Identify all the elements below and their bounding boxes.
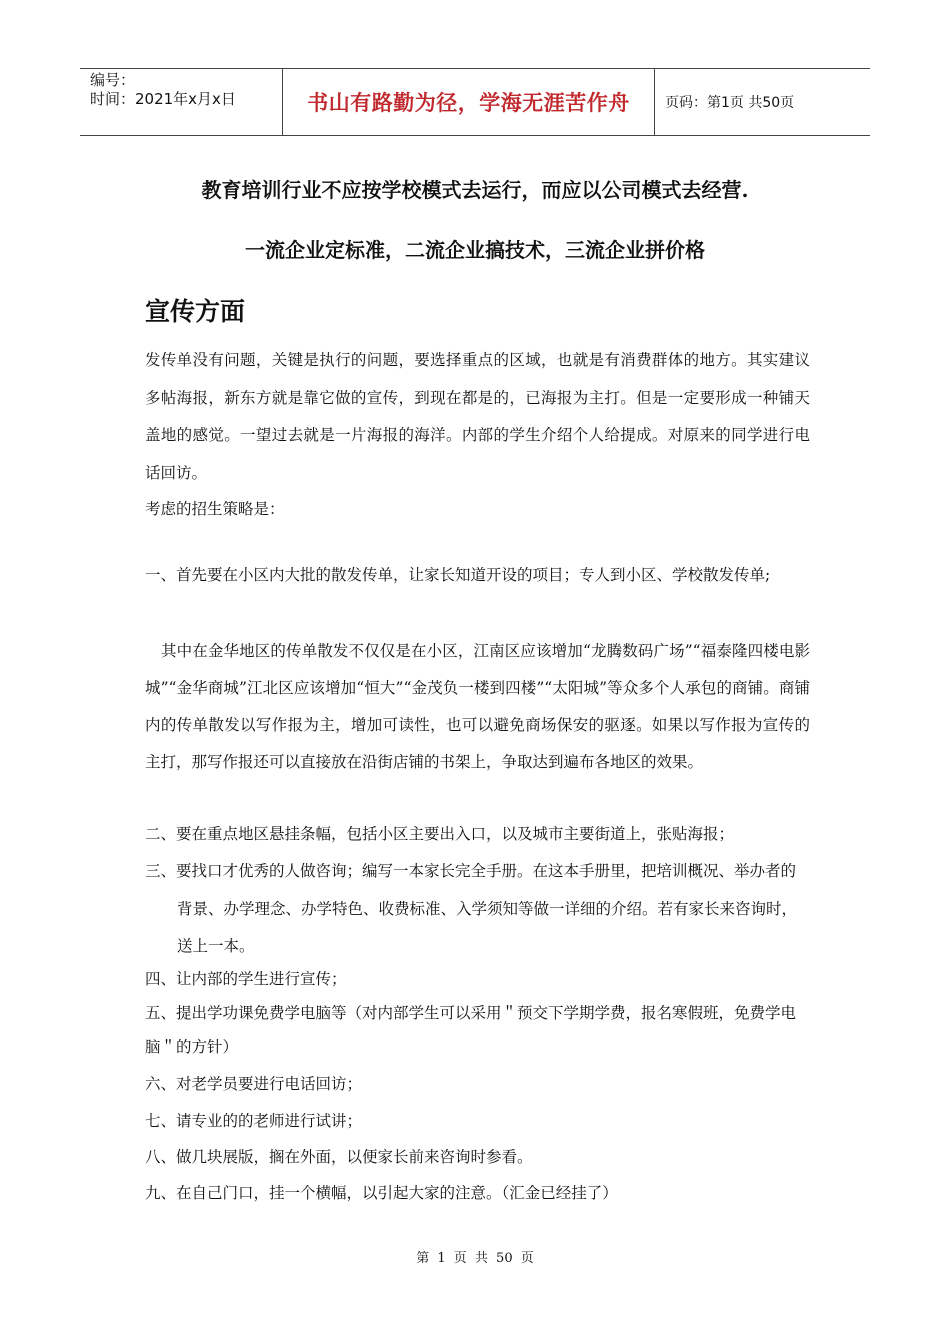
intro-paragraph: 发传单没有问题，关键是执行的问题，要选择重点的区域，也就是有消费群体的地方。其实建议多帖海报，新东方就是靠它做的宣传，到现在都是的，已海报为主打。但是一定要形成一种铺天盖地的感觉。一望过去就是一片海报的海洋。内部的学生介绍个人给提成。对原来的同学进行电话回访。 — [145, 351, 810, 482]
header-motto-cell — [282, 69, 655, 135]
document-header — [80, 68, 870, 136]
document-title-line-1: 教育培训行业不应按学校模式去运行，而应以公司模式去经营. — [201, 178, 749, 202]
section-heading: 宣传方面 — [145, 297, 246, 326]
strategy-item-2: 二、要在重点地区悬挂条幅，包括小区主要出入口，以及城市主要街道上，张贴海报； — [145, 825, 735, 843]
strategy-label: 考虑的招生策略是： — [145, 500, 285, 518]
strategy-item-5: 五、提出学功课免费学电脑等（对内部学生可以采用＂预交下学期学费，报名寒假班，免费学电脑＂的方针） — [145, 1004, 797, 1056]
strategy-item-4: 四、让内部的学生进行宣传； — [145, 970, 347, 988]
strategy-item-8: 八、做几块展版，搁在外面，以便家长前来咨询时参看。 — [145, 1148, 533, 1166]
header-meta — [80, 69, 282, 135]
strategy-item-1-detail: 其中在金华地区的传单散发不仅仅是在小区，江南区应该增加“龙腾数码广场”“福泰隆四楼电影城”“金华商城”江北区应该增加“恒大”“金茂负一楼到四楼”“太阳城”等众多个人承包的商铺。商铺内的传单散发以写作报为主，增加可读性，也可以避免商场保安的驱逐。如果以写作报为宣传的主打，那写作报还可以直接放在沿街店铺的书架上，争取达到遍布各地区的效果。 — [145, 642, 810, 771]
strategy-item-1: 一、首先要在小区内大批的散发传单，让家长知道开设的项目；专人到小区、学校散发传单; — [145, 566, 771, 584]
strategy-item-7: 七、请专业的的老师进行试讲； — [145, 1112, 363, 1130]
document-date: 时间：2021年x月x日 — [90, 90, 236, 108]
strategy-item-3: 三、要找口才优秀的人做咨询；编写一本家长完全手册。在这本手册里，把培训概况、举办者的背景、办学理念、办学特色、收费标准、入学须知等做一详细的介绍。若有家长来咨询时，送上一本。 — [145, 862, 798, 955]
document-title-line-2: 一流企业定标准，二流企业搞技术，三流企业拼价格 — [245, 238, 705, 262]
header-motto: 书山有路勤为径，学海无涯苦作舟 — [307, 91, 630, 115]
page-footer: 第 1 页 共 50 页 — [416, 1251, 534, 1266]
header-page-info: 页码：第1页 共50页 — [665, 95, 795, 111]
strategy-item-6: 六、对老学员要进行电话回访； — [145, 1075, 363, 1093]
document-number-label: 编号： — [90, 71, 136, 89]
strategy-item-9: 九、在自己门口，挂一个横幅，以引起大家的注意。（汇金已经挂了） — [145, 1184, 618, 1202]
